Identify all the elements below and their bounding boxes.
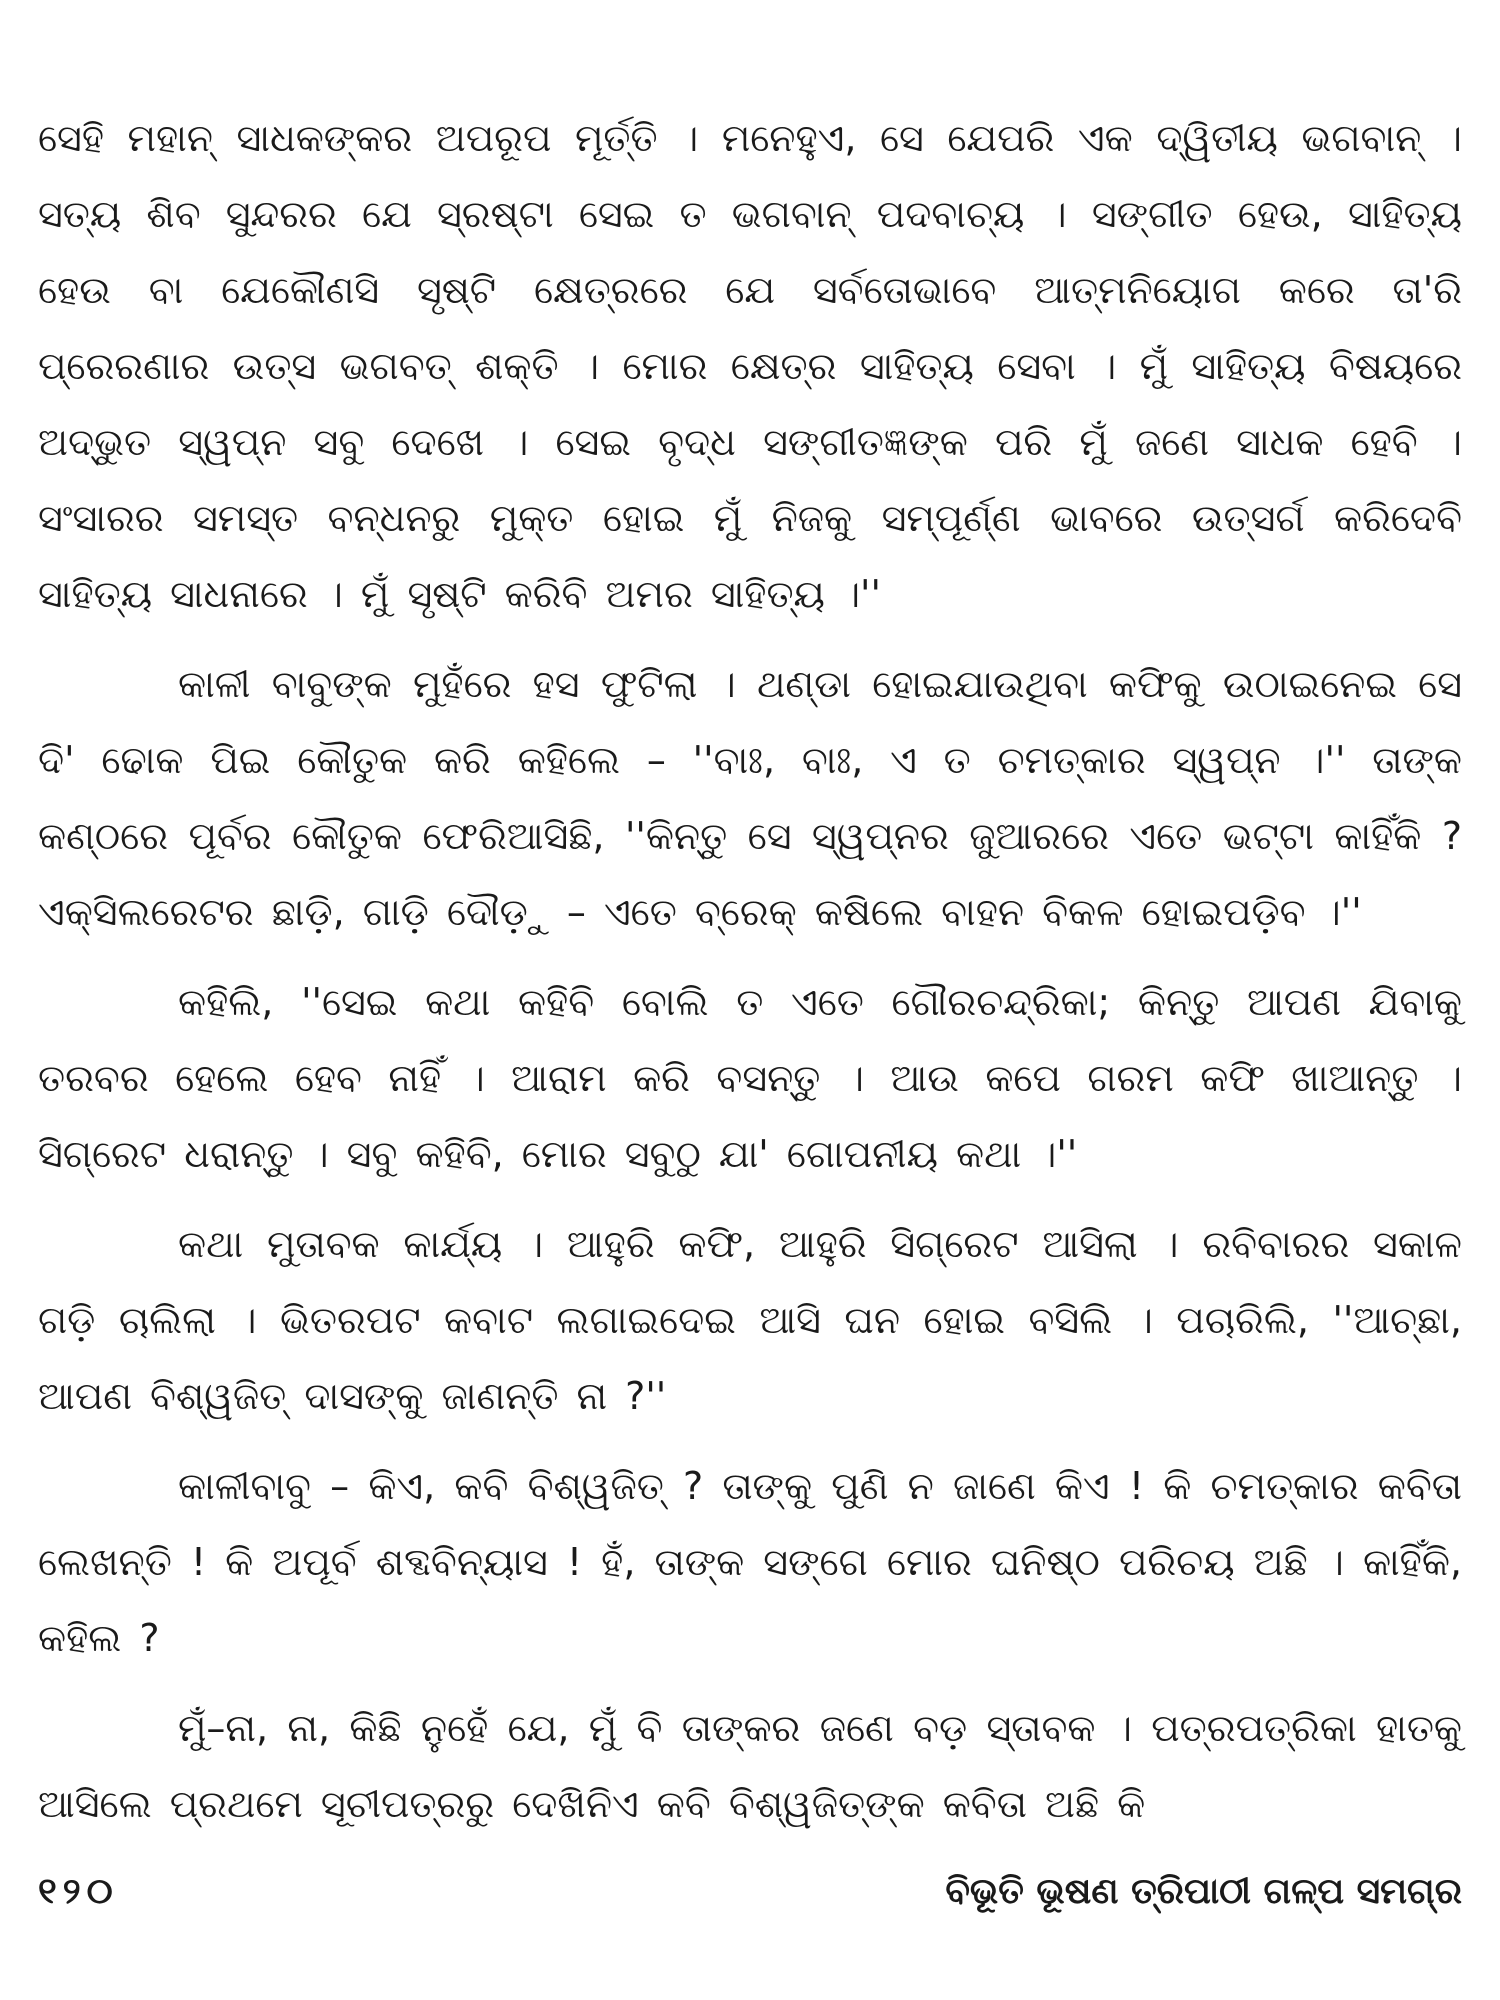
page-body bbox=[38, 100, 1462, 1960]
paragraph-6: ମୁଁ–ନା, ନା, କିଛି ନୁହେଁ ଯେ, ମୁଁ ବି ତାଙ୍କର ଜଣେ ବଡ଼ ସ୍ତାବକ । ପତ୍ରପତ୍ରିକା ହାତକୁ ଆସିଲେ ପ୍ରଥମେ ସୂଚୀପତ୍ରରୁ ଦେଖିନିଏ କବି ବିଶ୍ୱଜିତ୍‌ଙ୍କ କବିତା ଅଛି କି bbox=[38, 1706, 1462, 1826]
paragraph-1: ସେହି ମହାନ୍ ସାଧକଙ୍କର ଅପରୂପ ମୂର୍ତ୍ତି । ମନେହୁଏ, ସେ ଯେପରି ଏକ ଦ୍ୱିତୀୟ ଭଗବାନ୍ । ସତ୍ୟ ଶିବ ସୁନ୍ଦରର ଯେ ସ୍ରଷ୍ଟା ସେଇ ତ ଭଗବାନ୍ ପଦବାଚ୍ୟ । ସଙ୍ଗୀତ ହେଉ, ସାହିତ୍ୟ ହେଉ ବା ଯେକୌଣସି ସୃଷ୍ଟି କ୍ଷେତ୍ରରେ ଯେ ସର୍ବତୋଭାବେ ଆତ୍ମନିୟୋଗ କରେ ତା'ରି ପ୍ରେରଣାର ଉତ୍ସ ଭଗବତ୍ ଶକ୍ତି । ମୋର କ୍ଷେତ୍ର ସାହିତ୍ୟ ସେବା । ମୁଁ ସାହିତ୍ୟ ବିଷୟରେ ଅଦ୍ଭୁତ ସ୍ୱପ୍ନ ସବୁ ଦେଖେ । ସେଇ ବୃଦ୍ଧ ସଙ୍ଗୀତଜ୍ଞଙ୍କ ପରି ମୁଁ ଜଣେ ସାଧକ ହେବି । ସଂସାରର ସମସ୍ତ ବନ୍ଧନରୁ ମୁକ୍ତ ହୋଇ ମୁଁ ନିଜକୁ ସମ୍ପୂର୍ଣ୍ଣ ଭାବରେ ଉତ୍ସର୍ଗ କରିଦେବି ସାହିତ୍ୟ ସାଧନାରେ । ମୁଁ ସୃଷ୍ଟି କରିବି ଅମର ସାହିତ୍ୟ ।'' bbox=[38, 116, 1462, 616]
paragraph-4: କଥା ମୁତାବକ କାର୍ଯ୍ୟ । ଆହୁରି କଫି, ଆହୁରି ସିଗ୍ରେଟ ଆସିଲା । ରବିବାରର ସକାଳ ଗଡ଼ି ଚାଲିଲା । ଭିତରପଟ କବାଟ ଲଗାଇଦେଇ ଆସି ଘନ ହୋଇ ବସିଲି । ପଚାରିଲି, ''ଆଚ୍ଛା, ଆପଣ ବିଶ୍ୱଜିତ୍ ଦାସଙ୍କୁ ଜାଣନ୍ତି ନା ?'' bbox=[38, 1222, 1462, 1418]
paragraph-5: କାଳୀବାବୁ – କିଏ, କବି ବିଶ୍ୱଜିତ୍ ? ତାଙ୍କୁ ପୁଣି ନ ଜାଣେ କିଏ ! କି ଚମତ୍କାର କବିତା ଲେଖନ୍ତି ! କି ଅପୂର୍ବ ଶବ୍ଦବିନ୍ୟାସ ! ହଁ, ତାଙ୍କ ସଙ୍ଗେ ମୋର ଘନିଷ୍ଠ ପରିଚୟ ଅଛି । କାହିଁକି, କହିଲ ? bbox=[38, 1464, 1462, 1660]
paragraph-3: କହିଲି, ''ସେଇ କଥା କହିବି ବୋଲି ତ ଏତେ ଗୌରଚନ୍ଦ୍ରିକା; କିନ୍ତୁ ଆପଣ ଯିବାକୁ ତରବର ହେଲେ ହେବ ନାହିଁ । ଆରାମ କରି ବସନ୍ତୁ । ଆଉ କପେ ଗରମ କଫି ଖାଆନ୍ତୁ । ସିଗ୍ରେଟ ଧରାନ୍ତୁ । ସବୁ କହିବି, ମୋର ସବୁଠୁ ଯା' ଗୋପନୀୟ କଥା ।'' bbox=[38, 980, 1462, 1176]
paragraph-2: କାଳୀ ବାବୁଙ୍କ ମୁହଁରେ ହସ ଫୁଟିଲା । ଥଣ୍ଡା ହୋଇଯାଉଥିବା କଫିକୁ ଉଠାଇନେଇ ସେ ଦି' ଢୋକ ପିଇ କୌତୁକ କରି କହିଲେ – ''ବାଃ, ବାଃ, ଏ ତ ଚମତ୍କାର ସ୍ୱପ୍ନ ।'' ତାଙ୍କ କଣ୍ଠରେ ପୂର୍ବର କୌତୁକ ଫେରିଆସିଛି, ''କିନ୍ତୁ ସେ ସ୍ୱପ୍ନର ଜୁଆରରେ ଏତେ ଭଟ୍ଟା କାହିଁକି ? ଏକ୍ସିଲରେଟର ଛାଡ଼ି, ଗାଡ଼ି ଦୌଡ଼ୁ – ଏତେ ବ୍ରେକ୍ କଷିଲେ ବାହନ ବିକଳ ହୋଇପଡ଼ିବ ।'' bbox=[38, 662, 1462, 934]
book-title: ବିଭୂତି ଭୂଷଣ ତ୍ରିପାଠୀ ଗଳ୍ପ ସମଗ୍ର bbox=[945, 1871, 1462, 1912]
page-number: ୧୨୦ bbox=[38, 1871, 119, 1912]
page-footer bbox=[38, 1862, 1462, 1922]
